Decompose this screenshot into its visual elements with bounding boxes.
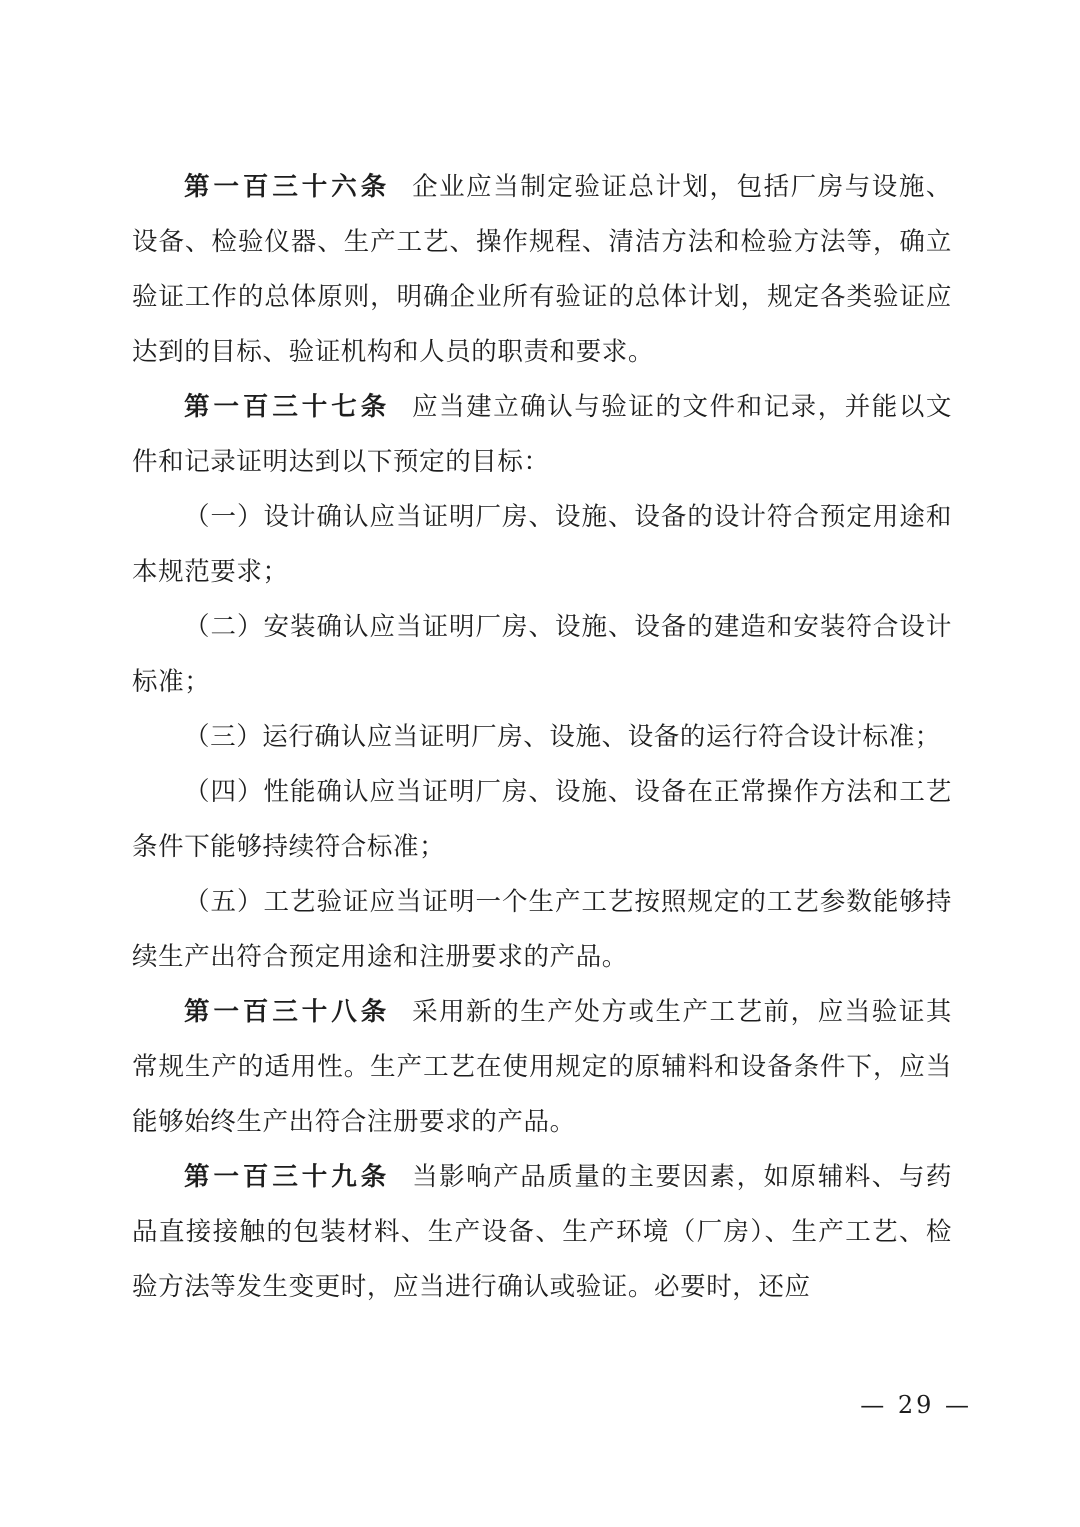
item-text-3: （三）运行确认应当证明厂房、设施、设备的运行符合设计标准； <box>184 722 941 752</box>
paragraph-article-139 <box>132 1150 952 1315</box>
paragraph-item-3 <box>132 710 952 765</box>
paragraph-article-137 <box>132 380 952 490</box>
paragraph-item-5 <box>132 875 952 985</box>
item-text-2: （二）安装确认应当证明厂房、设施、设备的建造和安装符合设计标准； <box>132 612 952 697</box>
paragraph-item-2 <box>132 600 952 710</box>
article-number-136: 第一百三十六条 <box>184 172 391 202</box>
page-number: — 29 — <box>860 1391 972 1419</box>
article-number-137: 第一百三十七条 <box>184 392 391 422</box>
article-text-137: 应当建立确认与验证的文件和记录，并能以文件和记录证明达到以下预定的目标： <box>132 392 952 477</box>
paragraph-item-4 <box>132 765 952 875</box>
article-text-139: 当影响产品质量的主要因素，如原辅料、与药品直接接触的包装材料、生产设备、生产环境（厂房）、生产工艺、检验方法等发生变更时，应当进行确认或验证。必要时，还应 <box>132 1162 952 1302</box>
item-text-5: （五）工艺验证应当证明一个生产工艺按照规定的工艺参数能够持续生产出符合预定用途和注册要求的产品。 <box>132 887 952 972</box>
item-text-4: （四）性能确认应当证明厂房、设施、设备在正常操作方法和工艺条件下能够持续符合标准； <box>132 777 952 862</box>
article-text-138: 采用新的生产处方或生产工艺前，应当验证其常规生产的适用性。生产工艺在使用规定的原辅料和设备条件下，应当能够始终生产出符合注册要求的产品。 <box>132 997 952 1137</box>
item-text-1: （一）设计确认应当证明厂房、设施、设备的设计符合预定用途和本规范要求； <box>132 502 952 587</box>
article-number-138: 第一百三十八条 <box>184 997 391 1027</box>
document-body <box>132 160 952 1315</box>
article-number-139: 第一百三十九条 <box>184 1162 391 1192</box>
paragraph-item-1 <box>132 490 952 600</box>
article-text-136: 企业应当制定验证总计划，包括厂房与设施、设备、检验仪器、生产工艺、操作规程、清洁方法和检验方法等，确立验证工作的总体原则，明确企业所有验证的总体计划，规定各类验证应达到的目标、验证机构和人员的职责和要求。 <box>132 172 952 367</box>
paragraph-article-138 <box>132 985 952 1150</box>
paragraph-article-136 <box>132 160 952 380</box>
